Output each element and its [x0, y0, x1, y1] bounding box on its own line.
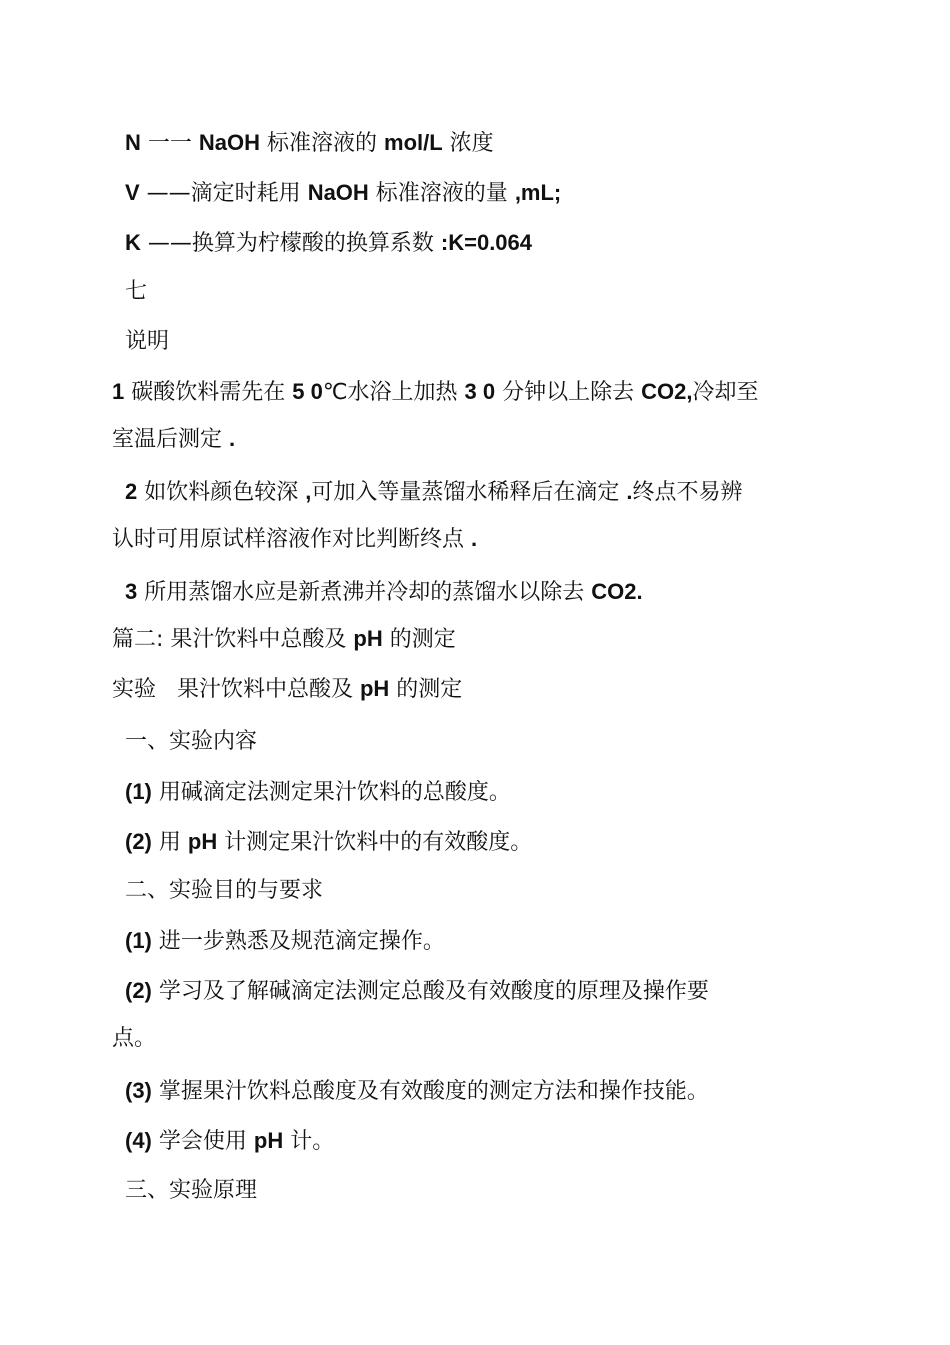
section-heading-1: 一、实验内容	[125, 729, 258, 754]
notes-heading: 说明	[125, 329, 170, 354]
goal-item-1: (1) 进一步熟悉及规范滴定操作。	[125, 928, 445, 954]
note-3: 3 所用蒸馏水应是新煮沸并冷却的蒸馏水以除去 CO2.	[125, 579, 643, 605]
part-two-title: 篇二: 果汁饮料中总酸及 pH 的测定	[112, 626, 456, 652]
note-1: 1 碳酸饮料需先在 5 0℃水浴上加热 3 0 分钟以上除去 CO2,冷却至	[112, 379, 759, 405]
note-1-continued: 室温后测定 .	[112, 426, 236, 452]
symbol-n: N	[125, 130, 141, 155]
note-2: 2 如饮料颜色较深 ,可加入等量蒸馏水稀释后在滴定 .终点不易辨	[125, 479, 743, 505]
goal-item-3: (3) 掌握果汁饮料总酸度及有效酸度的测定方法和操作技能。	[125, 1078, 709, 1104]
goal-item-2: (2) 学习及了解碱滴定法测定总酸及有效酸度的原理及操作要	[125, 978, 709, 1004]
symbol-v: V	[125, 180, 140, 205]
section-heading-7: 七	[125, 279, 148, 304]
section-heading-3: 三、实验原理	[125, 1178, 258, 1203]
content-item-1: (1) 用碱滴定法测定果汁饮料的总酸度。	[125, 779, 511, 805]
definition-k: K ——换算为柠檬酸的换算系数 :K=0.064	[125, 230, 533, 256]
note-2-continued: 认时可用原试样溶液作对比判断终点 .	[112, 526, 478, 552]
goal-item-4: (4) 学会使用 pH 计。	[125, 1128, 335, 1154]
definition-v: V ——滴定时耗用 NaOH 标准溶液的量 ,mL;	[125, 180, 562, 206]
content-item-2: (2) 用 pH 计测定果汁饮料中的有效酸度。	[125, 829, 533, 855]
experiment-title: 实验 果汁饮料中总酸及 pH 的测定	[112, 676, 463, 702]
section-heading-2: 二、实验目的与要求	[125, 878, 324, 903]
definition-n: N 一一 NaOH 标准溶液的 mol/L 浓度	[125, 130, 494, 156]
symbol-k: K	[125, 230, 141, 255]
goal-item-2-continued: 点。	[112, 1026, 157, 1051]
